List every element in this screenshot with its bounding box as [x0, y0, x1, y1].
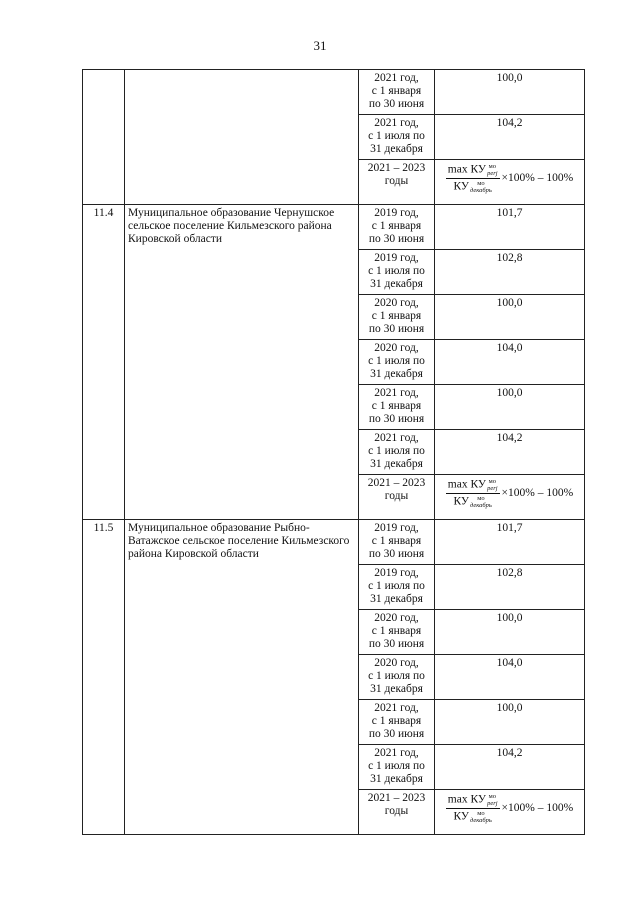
table-row	[83, 205, 585, 250]
formula-fraction	[446, 478, 500, 509]
index-value: 101,7	[435, 520, 585, 565]
period-line: 2021 – 2023	[367, 477, 426, 489]
formula-ku: КУ	[470, 478, 487, 491]
formula-cell	[435, 475, 585, 520]
period-cell	[359, 745, 435, 790]
period-line: 2021 год,	[374, 432, 419, 444]
formula-ku: КУ	[470, 793, 487, 806]
period-line: с 1 января	[371, 535, 422, 547]
period-line: 31 декабря	[370, 458, 423, 470]
period-line: с 1 июля по	[368, 580, 425, 592]
formula-sub: декабрь	[470, 502, 492, 509]
period-line: по 30 июня	[368, 233, 425, 245]
period-line: 2021 – 2023	[367, 162, 426, 174]
period-cell	[359, 385, 435, 430]
municipality-name	[125, 70, 359, 205]
table-row	[83, 70, 585, 115]
period-line: 31 декабря	[370, 143, 423, 155]
formula-indices	[487, 163, 497, 177]
period-line: 31 декабря	[370, 593, 423, 605]
formula-denominator	[451, 494, 493, 509]
period-line: годы	[384, 805, 409, 817]
period-cell	[359, 160, 435, 205]
period-cell	[359, 340, 435, 385]
formula-sup: мо	[488, 793, 496, 800]
period-line: с 1 июля по	[368, 355, 425, 367]
period-line: 31 декабря	[370, 773, 423, 785]
period-line: 2021 год,	[374, 702, 419, 714]
period-line: по 30 июня	[368, 323, 425, 335]
formula-sub: декабрь	[470, 817, 492, 824]
period-line: 31 декабря	[370, 683, 423, 695]
period-line: с 1 июля по	[368, 445, 425, 457]
period-cell	[359, 205, 435, 250]
formula-sup: мо	[488, 163, 496, 170]
page-number: 31	[313, 38, 327, 53]
period-cell	[359, 565, 435, 610]
formula-tail: ×100% – 100%	[501, 172, 574, 184]
period-cell	[359, 295, 435, 340]
formula-indices	[487, 793, 497, 807]
formula-indices	[487, 478, 497, 492]
formula-ku: КУ	[453, 495, 470, 508]
index-value: 100,0	[435, 385, 585, 430]
period-line: по 30 июня	[368, 638, 425, 650]
period-line: 2019 год,	[374, 522, 419, 534]
formula-denominator	[451, 809, 493, 824]
index-value: 104,2	[435, 745, 585, 790]
period-line: с 1 июля по	[368, 670, 425, 682]
period-line: годы	[384, 490, 409, 502]
period-line: 2021 год,	[374, 72, 419, 84]
index-value: 100,0	[435, 700, 585, 745]
period-cell	[359, 115, 435, 160]
period-line: 2021 год,	[374, 387, 419, 399]
period-line: с 1 января	[371, 715, 422, 727]
index-value: 104,0	[435, 655, 585, 700]
period-line: 31 декабря	[370, 278, 423, 290]
index-value: 104,2	[435, 430, 585, 475]
formula-indices	[470, 495, 492, 509]
period-line: 2021 год,	[374, 747, 419, 759]
period-line: 2020 год,	[374, 612, 419, 624]
period-cell	[359, 790, 435, 835]
period-line: с 1 января	[371, 220, 422, 232]
formula-ku: КУ	[453, 810, 470, 823]
period-line: с 1 января	[371, 85, 422, 97]
index-value: 100,0	[435, 295, 585, 340]
period-line: 2021 – 2023	[367, 792, 426, 804]
period-line: с 1 июля по	[368, 760, 425, 772]
row-number: 11.5	[83, 520, 125, 835]
formula-indices	[470, 810, 492, 824]
formula-tail: ×100% – 100%	[501, 802, 574, 814]
index-formula	[438, 477, 581, 509]
formula-max: max	[447, 478, 468, 491]
municipality-name: Муниципальное образование Чернушское сельское поселение Кильмезского района Кировской области	[125, 205, 359, 520]
table-row	[83, 520, 585, 565]
period-cell	[359, 475, 435, 520]
index-formula	[438, 162, 581, 194]
formula-sup: мо	[477, 180, 485, 187]
formula-tail: ×100% – 100%	[501, 487, 574, 499]
formula-numerator	[446, 478, 500, 494]
period-line: годы	[384, 175, 409, 187]
formula-max: max	[447, 793, 468, 806]
period-line: 2020 год,	[374, 297, 419, 309]
formula-numerator	[446, 793, 500, 809]
formula-ku: КУ	[470, 163, 487, 176]
period-cell	[359, 250, 435, 295]
period-line: с 1 января	[371, 625, 422, 637]
period-cell	[359, 610, 435, 655]
period-line: с 1 января	[371, 310, 422, 322]
formula-ku: КУ	[453, 180, 470, 193]
row-number	[83, 70, 125, 205]
municipality-name: Муниципальное образование Рыбно-Ватажское сельское поселение Кильмезского района Кировской области	[125, 520, 359, 835]
period-cell	[359, 520, 435, 565]
index-formula	[438, 792, 581, 824]
index-value: 100,0	[435, 70, 585, 115]
period-line: с 1 января	[371, 400, 422, 412]
index-value: 104,0	[435, 340, 585, 385]
index-value: 102,8	[435, 250, 585, 295]
formula-fraction	[446, 793, 500, 824]
period-line: с 1 июля по	[368, 130, 425, 142]
formula-sub: декабрь	[470, 187, 492, 194]
period-line: по 30 июня	[368, 413, 425, 425]
period-line: по 30 июня	[368, 98, 425, 110]
period-line: 2020 год,	[374, 657, 419, 669]
formula-fraction	[446, 163, 500, 194]
row-number: 11.4	[83, 205, 125, 520]
period-line: 2021 год,	[374, 117, 419, 129]
period-line: 31 декабря	[370, 368, 423, 380]
period-cell	[359, 70, 435, 115]
formula-cell	[435, 790, 585, 835]
index-value: 102,8	[435, 565, 585, 610]
formula-numerator	[446, 163, 500, 179]
period-line: 2019 год,	[374, 567, 419, 579]
formula-max: max	[447, 163, 468, 176]
formula-sup: мо	[477, 810, 485, 817]
formula-sup: мо	[488, 478, 496, 485]
formula-cell	[435, 160, 585, 205]
formula-sup: мо	[477, 495, 485, 502]
period-line: 2019 год,	[374, 252, 419, 264]
formula-denominator	[451, 179, 493, 194]
formula-indices	[470, 180, 492, 194]
period-cell	[359, 430, 435, 475]
period-line: 2019 год,	[374, 207, 419, 219]
index-value: 101,7	[435, 205, 585, 250]
tariff-table	[82, 69, 585, 835]
period-line: 2020 год,	[374, 342, 419, 354]
period-line: с 1 июля по	[368, 265, 425, 277]
formula-sub: реrj	[487, 170, 498, 177]
period-cell	[359, 700, 435, 745]
index-value: 104,2	[435, 115, 585, 160]
period-line: по 30 июня	[368, 728, 425, 740]
period-line: по 30 июня	[368, 548, 425, 560]
period-cell	[359, 655, 435, 700]
formula-sub: реrj	[487, 485, 498, 492]
formula-sub: реrj	[487, 800, 498, 807]
index-value: 100,0	[435, 610, 585, 655]
